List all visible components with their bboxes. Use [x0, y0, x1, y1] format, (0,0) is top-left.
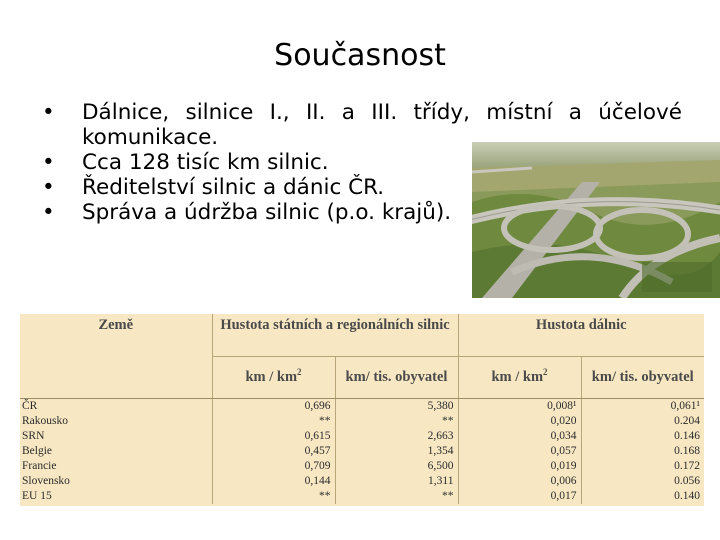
- cell-country: SRN: [22, 430, 45, 442]
- cell-country: Belgie: [22, 445, 53, 457]
- column-group-motorways: Hustota dálnic: [458, 314, 704, 356]
- cell-value: 0,008¹: [458, 399, 581, 415]
- highway-interchange-photo: [472, 142, 720, 298]
- cell-value: 0.204: [581, 414, 704, 429]
- table-row: [20, 474, 704, 489]
- highway-interchange-image: [472, 142, 720, 298]
- cell-value: **: [212, 489, 335, 504]
- cell-value: 0,144: [212, 474, 335, 489]
- cell-value: 0.146: [581, 429, 704, 444]
- cell-value: 0.168: [581, 444, 704, 459]
- cell-country: ČR: [22, 400, 38, 412]
- bullet-icon: •: [42, 200, 55, 225]
- cell-value: 0,709: [212, 459, 335, 474]
- table-row: [20, 429, 704, 444]
- cell-value: 0,057: [458, 444, 581, 459]
- bullet-text: Správa a údržba silnic (p.o. krajů).: [82, 200, 452, 225]
- unit-label: km / km: [491, 368, 544, 385]
- cell-value: 0.172: [581, 459, 704, 474]
- cell-value: 1,354: [335, 444, 458, 459]
- bullet-icon: •: [42, 175, 55, 200]
- cell-value: **: [335, 489, 458, 504]
- table-row: [20, 399, 704, 415]
- cell-value: 0,457: [212, 444, 335, 459]
- cell-value: 0,017: [458, 489, 581, 504]
- cell-value: 1,311: [335, 474, 458, 489]
- cell-value: 0,019: [458, 459, 581, 474]
- column-header-km-km2: [458, 356, 581, 398]
- cell-value: **: [335, 414, 458, 429]
- slide-title: Současnost: [274, 38, 446, 73]
- cell-value: 0.056: [581, 474, 704, 489]
- column-header-km-per-thousand: km/ tis. obyvatel: [581, 356, 704, 398]
- road-density-table: [20, 314, 704, 506]
- column-header-km-km2: [212, 356, 335, 398]
- cell-country: Francie: [22, 460, 57, 472]
- bullet-text: Cca 128 tisíc km silnic.: [82, 150, 329, 175]
- bullet-text: Ředitelství silnic a dánic ČR.: [82, 175, 385, 200]
- cell-value: 0,020: [458, 414, 581, 429]
- table-row: [20, 444, 704, 459]
- cell-value: 0,061¹: [581, 399, 704, 415]
- cell-value: 6,500: [335, 459, 458, 474]
- unit-label: km / km: [245, 368, 298, 385]
- table-row: [20, 414, 704, 429]
- cell-country: Rakousko: [22, 415, 68, 427]
- cell-value: 0,615: [212, 429, 335, 444]
- unit-superscript: 2: [297, 366, 302, 377]
- table-row: [20, 489, 704, 504]
- cell-value: 2,663: [335, 429, 458, 444]
- cell-value: 0.140: [581, 489, 704, 504]
- column-group-regional-roads: Hustota státních a regionálních silnic: [212, 314, 458, 356]
- bullet-icon: •: [42, 150, 55, 175]
- bullet-text: Dálnice, silnice I., II. a III. třídy, místní a účelové komunikace.: [82, 100, 682, 150]
- cell-country: EU 15: [22, 490, 52, 502]
- cell-value: 0,034: [458, 429, 581, 444]
- cell-value: 5,380: [335, 399, 458, 415]
- cell-value: 0,696: [212, 399, 335, 415]
- cell-country: Slovensko: [22, 475, 70, 487]
- cell-value: **: [212, 414, 335, 429]
- unit-superscript: 2: [543, 366, 548, 377]
- column-header-km-per-thousand: km/ tis. obyvatel: [335, 356, 458, 398]
- column-header-country: Země: [98, 317, 134, 333]
- cell-value: 0,006: [458, 474, 581, 489]
- table-row: [20, 459, 704, 474]
- bullet-icon: •: [42, 100, 55, 125]
- data-table: [20, 314, 704, 504]
